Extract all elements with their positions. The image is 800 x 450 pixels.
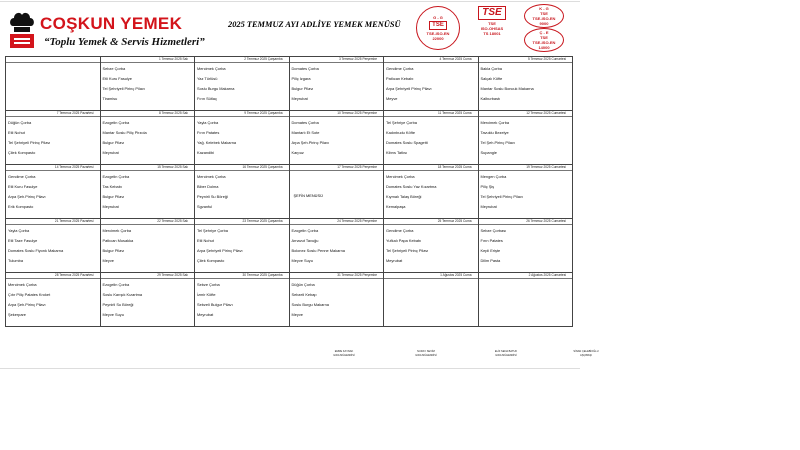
cert-logo-text: TSE xyxy=(429,21,447,30)
week-row xyxy=(6,219,573,273)
day-cell xyxy=(6,273,101,327)
cert-code: K - G xyxy=(539,6,549,11)
day-date: 7 Temmuz 2025 Pazartesi xyxy=(6,111,100,117)
cert-logo-text: TSE xyxy=(540,35,548,40)
week-row xyxy=(6,111,573,165)
day-cell xyxy=(195,273,290,327)
menu-item: Piliç Şiş xyxy=(480,184,495,189)
day-menu xyxy=(6,171,100,212)
menu-item: Mercimek Çorba xyxy=(386,174,415,179)
menu-item: Sebzeli Kebap xyxy=(291,292,317,297)
menu-item: Yaz Türlüsü xyxy=(197,76,218,81)
menu-item: Supangle xyxy=(480,150,497,155)
menu-item: Yağ. Kelebek Makarna xyxy=(197,140,237,145)
day-cell xyxy=(101,165,196,219)
day-cell xyxy=(290,165,385,219)
cert-standard: TSE-ISO-EN xyxy=(426,31,450,36)
menu-item: Kemalpaşa xyxy=(386,204,406,209)
menu-item: Dilim Pasta xyxy=(480,258,501,263)
menu-item: Biber Dolma xyxy=(197,184,219,189)
bottom-rule xyxy=(0,368,580,369)
signature xyxy=(316,350,372,358)
day-cell xyxy=(290,219,385,273)
menu-item: Peynirli Su Böreği xyxy=(102,302,134,307)
day-menu xyxy=(6,117,100,158)
day-menu xyxy=(290,63,384,104)
signature-name: EMRE KAYNAK xyxy=(334,350,354,353)
menu-item: Kıymalı Talaş Böreği xyxy=(386,194,422,199)
day-date: 9 Temmuz 2025 Çarşamba xyxy=(195,111,289,117)
signature-name: SİNAN ÇELEBİOĞLU xyxy=(573,350,599,353)
day-menu xyxy=(479,117,573,158)
menu-item: Soslu Karışık Kızartma xyxy=(102,292,143,297)
menu-item: Domates Çorba xyxy=(291,120,319,125)
menu-item: Meyve xyxy=(386,96,398,101)
menu-item: Mercimek Çorba xyxy=(8,282,37,287)
menu-item: Fırın Patates xyxy=(197,130,220,135)
cert-code: G - G xyxy=(433,15,443,20)
menu-item: Tiramisu xyxy=(102,96,118,101)
day-date: 25 Temmuz 2025 Cuma xyxy=(384,219,478,225)
menu-item: Etli Nohut xyxy=(8,130,25,135)
menu-item: Erik Kompasto xyxy=(8,204,34,209)
day-date: 29 Temmuz 2025 Salı xyxy=(101,273,195,279)
menu-item: Karpuz xyxy=(291,150,304,155)
day-date: 3 Temmuz 2025 Perşembe xyxy=(290,57,384,63)
day-cell xyxy=(195,57,290,111)
menu-item: Etli Kuru Fasulye xyxy=(8,184,38,189)
signature-role: GIDA MÜHENDİSİ xyxy=(333,354,355,357)
day-cell xyxy=(384,57,479,111)
menu-item: Çilek Kompasto xyxy=(8,150,36,155)
day-date: 31 Temmuz 2025 Perşembe xyxy=(290,273,384,279)
cert-standard: ISO-OHSAS xyxy=(480,26,504,31)
day-menu xyxy=(6,279,100,320)
menu-item: Gendime Çorba xyxy=(8,174,36,179)
day-menu xyxy=(479,63,573,104)
day-date: 28 Temmuz 2025 Pazartesi xyxy=(6,273,100,279)
special-menu-label: ŞEFİN MENÜSÜ xyxy=(293,193,323,198)
menu-item: Yufkalı Papa Kebabı xyxy=(386,238,422,243)
menu-item: Meyrubat xyxy=(102,150,119,155)
day-cell xyxy=(195,219,290,273)
day-cell xyxy=(6,111,101,165)
cert-badge-iso9000 xyxy=(524,4,564,28)
menu-item: Meyve Suyu xyxy=(291,258,313,263)
menu-item: Arpa Şehriyeli Pirinç Pilavı xyxy=(197,248,243,253)
menu-item: Soslu Burgu Makarna xyxy=(197,86,235,91)
day-date: 16 Temmuz 2025 Çarşamba xyxy=(195,165,289,171)
day-menu xyxy=(6,225,100,266)
signature-name: ELİF SENA BATUK xyxy=(494,350,518,353)
day-cell xyxy=(384,165,479,219)
cert-standard: TSE-ISO-EN xyxy=(532,16,556,21)
signature-name: NURAY SEVİM xyxy=(417,350,435,353)
day-date: 1 Ağustos 2025 Cuma xyxy=(384,273,478,279)
cert-number: 22000 xyxy=(432,36,444,41)
day-menu xyxy=(384,63,478,104)
day-date: 24 Temmuz 2025 Perşembe xyxy=(290,219,384,225)
menu-item: Yayla Çorba xyxy=(8,228,30,233)
menu-item: Patlıcan Kebabı xyxy=(386,76,414,81)
cert-label: TSE xyxy=(488,21,496,26)
cert-number: 14000 xyxy=(538,45,550,50)
menu-item: Kazandibi xyxy=(197,150,215,155)
menu-item: Arpa Şeh.Pirinç Pilavı xyxy=(291,140,330,145)
day-date: 5 Temmuz 2025 Cumartesi xyxy=(479,57,573,63)
day-menu xyxy=(101,279,195,320)
day-menu xyxy=(6,63,100,64)
menu-item: Ezogelin Çorba xyxy=(102,120,130,125)
menu-item: Arpa Şeh.Pirinç Pilavı xyxy=(8,302,46,307)
menu-item: Düğün Çorba xyxy=(8,120,32,125)
day-date: 23 Temmuz 2025 Çarşamba xyxy=(195,219,289,225)
menu-item: Tulumba xyxy=(8,258,23,263)
menu-item: Bakla Çorba xyxy=(480,66,502,71)
day-cell xyxy=(290,273,385,327)
menu-item: Kepli Erişte xyxy=(480,248,501,253)
menu-item: Etli Taze Fasulye xyxy=(8,238,38,243)
menu-item: Ezogelin Çorba xyxy=(102,282,130,287)
menu-item: Bulgur Pilavı xyxy=(102,248,125,253)
menu-item: Meyrubat xyxy=(480,204,497,209)
menu-item: Etli Nohut xyxy=(197,238,214,243)
signature xyxy=(398,350,454,358)
menu-item: Tel Şehriyeli Pirinç Pilavı xyxy=(102,86,145,91)
day-menu xyxy=(195,171,289,212)
menu-item: Domates Soslu Spagetti xyxy=(386,140,428,145)
cert-number: TS 18001 xyxy=(483,31,501,36)
menu-item: Salçalı Köfte xyxy=(480,76,503,81)
day-cell xyxy=(6,57,101,111)
chef-hat-icon xyxy=(8,10,36,50)
menu-item: Domates Soslu Fiyonk Makarna xyxy=(8,248,64,253)
signature-role: AŞÇIBAŞI xyxy=(580,354,592,357)
menu-item: Sebze Çorba xyxy=(102,66,126,71)
cert-number: 9000 xyxy=(539,21,549,26)
day-menu xyxy=(101,171,195,212)
menu-item: Düğün Çorba xyxy=(291,282,315,287)
day-cell xyxy=(479,219,574,273)
day-menu xyxy=(384,171,478,212)
day-cell xyxy=(6,165,101,219)
day-cell xyxy=(479,111,574,165)
menu-item: Arpa Şeh.Pirinç Pilavı xyxy=(8,194,46,199)
day-date: 18 Temmuz 2025 Cuma xyxy=(384,165,478,171)
menu-item: Meyve xyxy=(291,312,303,317)
menu-item: Gendime Çorba xyxy=(386,228,414,233)
week-row xyxy=(6,57,573,111)
brand-slogan: “Toplu Yemek & Servis Hizmetleri” xyxy=(44,36,205,48)
day-menu xyxy=(290,279,384,320)
menu-item: Şekerpare xyxy=(8,312,26,317)
menu-item: Bolonez Soslu Penne Makarna xyxy=(291,248,345,253)
certificate-badges xyxy=(412,4,572,52)
day-date: 2 Ağustos 2025 Cumartesi xyxy=(479,273,573,279)
day-cell xyxy=(101,273,196,327)
day-menu xyxy=(195,63,289,104)
menu-item: Mercimek Çorba xyxy=(197,66,226,71)
day-menu xyxy=(195,225,289,266)
day-cell xyxy=(384,111,479,165)
week-row xyxy=(6,165,573,219)
menu-item: İzmir Köfte xyxy=(197,292,216,297)
cert-code: Ç - E xyxy=(539,30,549,35)
menu-item: Ezogelin Çorba xyxy=(291,228,319,233)
menu-item: Yayla Çorba xyxy=(197,120,219,125)
day-date: 1 Temmuz 2025 Salı xyxy=(101,57,195,63)
day-menu xyxy=(479,171,573,212)
day-cell xyxy=(479,273,574,327)
day-date: 19 Temmuz 2025 Cumartesi xyxy=(479,165,573,171)
day-cell xyxy=(290,111,385,165)
menu-item: Soslu Burgu Makarna xyxy=(291,302,329,307)
menu-item: Gendime Çorba xyxy=(386,66,414,71)
menu-item: Tel Şehriye Çorba xyxy=(197,228,228,233)
menu-item: Mercimek Çorba xyxy=(102,228,132,233)
day-menu xyxy=(384,279,478,280)
day-cell xyxy=(384,273,479,327)
page-title: 2025 TEMMUZ AYI ADLİYE YEMEK MENÜSÜ xyxy=(228,20,401,29)
day-cell xyxy=(290,57,385,111)
cert-logo-text: TSE xyxy=(540,11,548,16)
menu-item: Çıtır Piliç Patates Kroket xyxy=(8,292,51,297)
day-cell xyxy=(479,165,574,219)
menu-item: Mercimek Çorba xyxy=(197,174,226,179)
day-menu xyxy=(195,117,289,158)
menu-item: Mantar Soslu Piliç Pirzola xyxy=(102,130,147,135)
day-date: 26 Temmuz 2025 Cumartesi xyxy=(479,219,573,225)
menu-item: Kalburbastı xyxy=(480,96,501,101)
menu-item: Mantar Soslu Boncuk Makarna xyxy=(480,86,534,91)
day-date: 4 Temmuz 2025 Cuma xyxy=(384,57,478,63)
menu-item: Mercimek Çorba xyxy=(480,120,510,125)
week-row xyxy=(6,273,573,327)
menu-item: Tel Şehriyeli Pirinç Pilavı xyxy=(386,248,429,253)
menu-item: Meyve Suyu xyxy=(102,312,124,317)
day-menu xyxy=(384,225,478,266)
menu-item: Meyrubat xyxy=(291,96,308,101)
menu-item: Tas Kebabı xyxy=(102,184,122,189)
menu-item: Tel Şehriye Çorba xyxy=(386,120,417,125)
day-cell xyxy=(6,219,101,273)
day-date: 21 Temmuz 2025 Pazartesi xyxy=(6,219,100,225)
day-date: 22 Temmuz 2025 Salı xyxy=(101,219,195,225)
signature-role: GIDA MÜHENDİSİ xyxy=(415,354,437,357)
day-cell xyxy=(101,111,196,165)
company-logo xyxy=(4,6,204,54)
menu-item: Meyrubat xyxy=(197,312,214,317)
day-date: 15 Temmuz 2025 Salı xyxy=(101,165,195,171)
menu-item: Sebze Çorba xyxy=(197,282,220,287)
menu-item: Bulgur Pilavı xyxy=(291,86,314,91)
day-date: 11 Temmuz 2025 Cuma xyxy=(384,111,478,117)
day-date: 17 Temmuz 2025 Perşembe xyxy=(290,165,384,171)
menu-item: Arnavut Tavuğu xyxy=(291,238,319,243)
menu-item: Kadınbudu Köfte xyxy=(386,130,415,135)
day-menu xyxy=(479,279,573,280)
signature xyxy=(558,350,614,358)
day-menu xyxy=(195,279,289,320)
brand-name: COŞKUN YEMEK xyxy=(40,14,183,33)
day-menu xyxy=(290,117,384,158)
menu-item: Fırın Sütlaç xyxy=(197,96,217,101)
menu-item: Meyve xyxy=(102,258,114,263)
day-cell xyxy=(101,219,196,273)
menu-item: Fırın Patates xyxy=(480,238,503,243)
menu-item: Sebzeli Bulgur Pilavı xyxy=(197,302,233,307)
tse-logo: TSE xyxy=(478,6,505,20)
menu-item: Etli Kuru Fasulye xyxy=(102,76,132,81)
menu-item: Tel Şehriyeli Pirinç Pilavı xyxy=(480,194,523,199)
menu-item: Kibrıs Tatlısı xyxy=(386,150,408,155)
menu-item: Çilek Kompasto xyxy=(197,258,225,263)
cert-badge-ohsas xyxy=(470,6,514,52)
top-rule xyxy=(0,1,580,2)
menu-item: Sebze Çorbası xyxy=(480,228,507,233)
day-menu xyxy=(101,63,195,104)
day-date: 8 Temmuz 2025 Salı xyxy=(101,111,195,117)
menu-item: Arpa Şehriyeli Pirinç Pilavı xyxy=(386,86,432,91)
menu-item: Domates Çorba xyxy=(291,66,319,71)
menu-item: Meyrubat xyxy=(386,258,403,263)
day-date: 12 Temmuz 2025 Cumartesi xyxy=(479,111,573,117)
menu-item: Meyrubat xyxy=(102,204,119,209)
day-menu xyxy=(479,225,573,266)
day-menu xyxy=(290,171,384,201)
day-cell xyxy=(195,165,290,219)
menu-item: Peynirli Su Böreği xyxy=(197,194,228,199)
menu-item: Mantarlı Et Sote xyxy=(291,130,320,135)
menu-calendar xyxy=(5,56,573,327)
signature xyxy=(478,350,534,358)
menu-item: Tavuklu Bezelye xyxy=(480,130,509,135)
menu-item: Patlıcan Musakka xyxy=(102,238,134,243)
menu-item: Bulgur Pilavı xyxy=(102,194,125,199)
cert-badge-iso22000 xyxy=(416,6,460,50)
menu-item: Ezogelin Çorba xyxy=(102,174,130,179)
menu-item: Bulgur Pilavı xyxy=(102,140,125,145)
day-date: 2 Temmuz 2025 Çarşamba xyxy=(195,57,289,63)
day-menu xyxy=(101,117,195,158)
menu-item: Sgvanful xyxy=(197,204,213,209)
cert-standard: TSE-ISO-EN xyxy=(532,40,556,45)
day-cell xyxy=(384,219,479,273)
menu-item: Domates Soslu Yaz Kızartma xyxy=(386,184,437,189)
day-cell xyxy=(479,57,574,111)
menu-item: Tel Şehriyeli Pirinç Pilavı xyxy=(8,140,51,145)
menu-item: Tel Şeh.Pirinç Pilavı xyxy=(480,140,515,145)
day-cell xyxy=(195,111,290,165)
cert-badge-iso14000 xyxy=(524,28,564,52)
day-cell xyxy=(101,57,196,111)
day-menu xyxy=(384,117,478,158)
signature-role: GIDA MÜHENDİSİ xyxy=(495,354,517,357)
day-date: 14 Temmuz 2025 Pazartesi xyxy=(6,165,100,171)
menu-item: Piliç Izgara xyxy=(291,76,311,81)
day-date: 30 Temmuz 2025 Çarşamba xyxy=(195,273,289,279)
menu-item: Mengen Çorba xyxy=(480,174,507,179)
day-menu xyxy=(290,225,384,266)
day-date: 10 Temmuz 2025 Perşembe xyxy=(290,111,384,117)
day-menu xyxy=(101,225,195,266)
